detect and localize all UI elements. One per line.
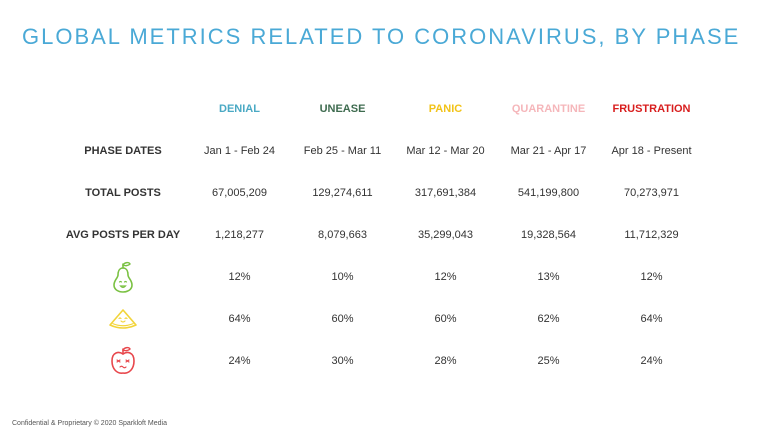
table-row (58, 256, 703, 298)
page-title: GLOBAL METRICS RELATED TO CORONAVIRUS, BY PHASE (22, 24, 741, 49)
table-row (58, 130, 703, 172)
table-cell: 12% (640, 271, 663, 283)
metrics-table (58, 88, 703, 382)
table-cell: 24% (640, 355, 663, 367)
phase-header-quarantine: QUARANTINE (511, 103, 586, 115)
header-spacer (58, 88, 188, 130)
table-cell: 60% (331, 313, 354, 325)
table-cell: 541,199,800 (517, 187, 580, 199)
table-cell: 28% (434, 355, 457, 367)
table-cell: 19,328,564 (520, 229, 577, 241)
table-cell: 64% (640, 313, 663, 325)
table-cell: 8,079,663 (318, 229, 367, 241)
melon-slice-icon (108, 307, 138, 331)
table-cell: Mar 12 - Mar 20 (406, 145, 485, 157)
phase-header-unease: UNEASE (319, 103, 366, 115)
table-row (58, 172, 703, 214)
pear-icon (109, 261, 137, 293)
row-label-total-posts: TOTAL POSTS (85, 187, 161, 199)
table-cell: 64% (228, 313, 251, 325)
row-label-phase-dates: PHASE DATES (84, 145, 162, 157)
phase-header-row (58, 88, 703, 130)
table-cell: Feb 25 - Mar 11 (303, 145, 382, 157)
table-cell: 1,218,277 (215, 229, 264, 241)
table-cell: Apr 18 - Present (611, 145, 692, 157)
table-cell: 30% (331, 355, 354, 367)
phase-header-panic: PANIC (428, 103, 463, 115)
table-cell: 24% (228, 355, 251, 367)
melon-cell (58, 298, 188, 340)
table-cell: 11,712,329 (624, 229, 679, 241)
table-cell: Mar 21 - Apr 17 (510, 145, 587, 157)
table-cell: 129,274,611 (312, 187, 373, 199)
table-cell: 10% (331, 271, 354, 283)
row-label-avg-posts-per-day: AVG POSTS PER DAY (65, 229, 181, 241)
table-row (58, 214, 703, 256)
table-cell: 317,691,384 (414, 187, 477, 199)
table-cell: 67,005,209 (211, 187, 268, 199)
table-cell: Jan 1 - Feb 24 (204, 145, 275, 157)
table-row (58, 340, 703, 382)
table-cell: 62% (537, 313, 560, 325)
table-row (58, 298, 703, 340)
table-cell: 12% (228, 271, 251, 283)
pear-cell (58, 256, 188, 298)
apple-cell (58, 340, 188, 382)
apple-icon (108, 346, 138, 376)
table-cell: 70,273,971 (623, 187, 680, 199)
phase-header-denial: DENIAL (219, 103, 260, 115)
footer-copyright: Confidential & Proprietary © 2020 Sparkloft Media (12, 420, 167, 427)
table-cell: 13% (537, 271, 560, 283)
table-cell: 60% (434, 313, 457, 325)
phase-header-frustration: FRUSTRATION (612, 103, 691, 115)
table-cell: 35,299,043 (417, 229, 474, 241)
table-cell: 12% (434, 271, 457, 283)
table-cell: 25% (537, 355, 560, 367)
